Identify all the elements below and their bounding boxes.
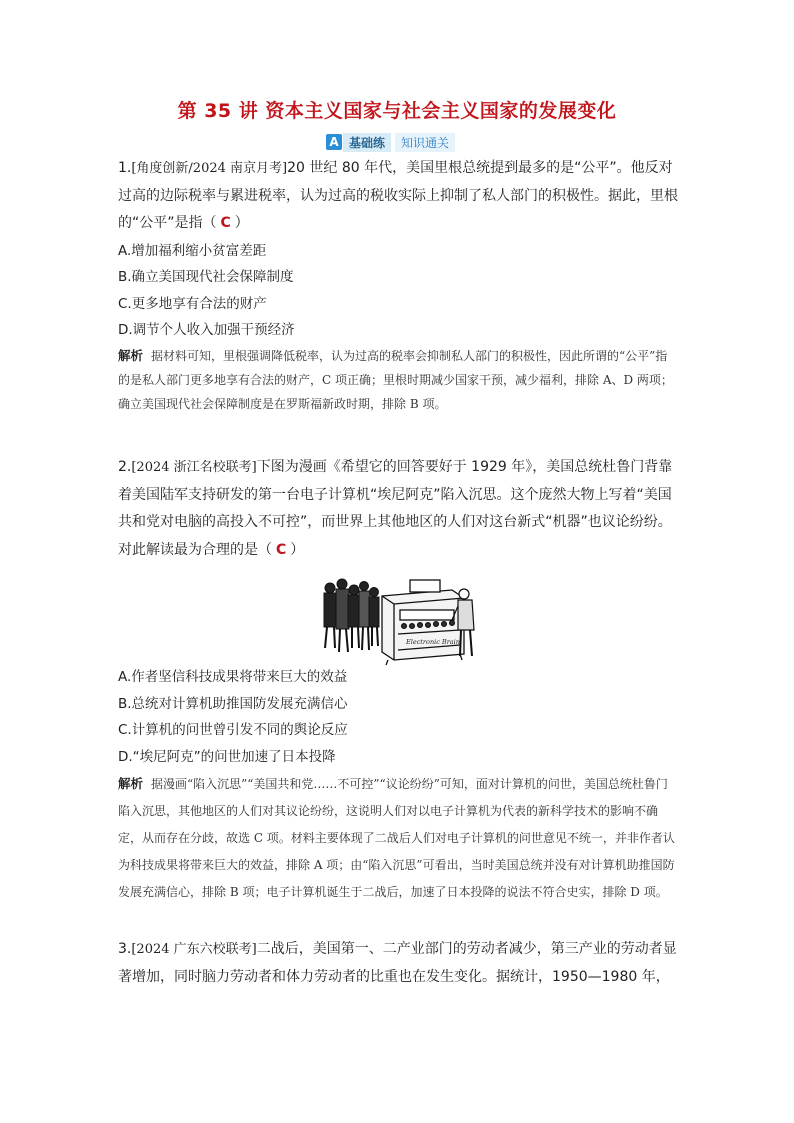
computer-machine <box>382 580 464 665</box>
option-a: A.作者坚信科技成果将带来巨大的效益 <box>118 669 348 685</box>
question-1 <box>118 155 678 416</box>
cartoon-image <box>312 568 480 666</box>
question-3-stem <box>118 936 678 991</box>
question-text-end: ） <box>290 541 305 558</box>
analysis-text: 据漫画“陷入沉思”“美国共和党……不可控”“议论纷纷”可知，面对计算机的问世，美国总统杜鲁门陷入沉思，其他地区的人们对其议论纷纷，这说明人们对以电子计算机为代表的新科学技术的影响不确定，从而存在分歧，故选 C 项。材料主要体现了二战后人们对电子计算机的问世意见不统一，并非作者认为科技成果将带来巨大的效益，排除 A 项；由“陷入沉思”可看出，当时美国总统并没有对计算机助推国防发展充满信心，排除 B 项；电子计算机诞生于二战后，加速了日本投降的说法不符合史实，排除 D 项。 <box>118 777 675 899</box>
page-title: 第 35 讲 资本主义国家与社会主义国家的发展变化 <box>177 100 617 122</box>
question-text: 20 世纪 80 年代，美国里根总统提到最多的是“公平”。他反对过高的边际税率与累进税率，认为过高的税收实际上抑制了私人部门的积极性。据此，里根的“公平”是指（ <box>118 160 678 231</box>
option-b: B.确立美国现代社会保障制度 <box>118 269 294 285</box>
question-source: [2024 广东六校联考] <box>131 942 257 957</box>
question-number: 1. <box>118 160 132 176</box>
question-1-stem <box>118 155 678 238</box>
question-text: 下图为漫画《希望它的回答要好于 1929 年》，美国总统杜鲁门背靠着美国陆军支持研发的第一台电子计算机“埃尼阿克”陷入沉思。这个庞然大物上写着“美国共和党对电脑的高投入不可控”，而世界上其他地区的人们对这台新式“机器”也议论纷纷。对此解读最为合理的是（ <box>118 459 673 558</box>
question-number: 3. <box>118 941 132 957</box>
option-c: C.更多地享有合法的财产 <box>118 295 267 312</box>
question-number: 2. <box>118 459 132 475</box>
level-label: 基础练 <box>343 133 391 152</box>
option-a: A.增加福利缩小贫富差距 <box>118 242 267 259</box>
question-source: [2024 浙江名校联考] <box>131 460 257 475</box>
section-badge <box>326 132 455 152</box>
question-2-analysis <box>118 770 678 906</box>
level-letter-badge: A <box>326 134 342 150</box>
crowd-figures <box>324 579 379 652</box>
question-text-end: ） <box>234 215 249 231</box>
level-tag: 知识通关 <box>395 133 455 152</box>
question-3 <box>118 936 678 991</box>
option-b: B.总统对计算机助推国防发展充满信心 <box>118 695 348 712</box>
analysis-text: 据材料可知，里根强调降低税率，认为过高的税率会抑制私人部门的积极性，因此所谓的“公平”指的是私人部门更多地享有合法的财产，C 项正确；里根时期减少国家干预，减少福利，排除 A、D 两项；确立美国现代社会保障制度是在罗斯福新政时期，排除 B 项。 <box>118 348 673 411</box>
question-1-analysis <box>118 344 678 416</box>
analysis-label: 解析 <box>118 776 144 791</box>
question-2-options <box>118 664 678 906</box>
option-d: D.“埃尼阿克”的问世加速了日本投降 <box>118 748 336 765</box>
analysis-label: 解析 <box>118 347 144 363</box>
question-text: 二战后，美国第一、二产业部门的劳动者减少，第三产业的劳动者显著增加，同时脑力劳动者和体力劳动者的比重也在发生变化。据统计，1950—1980 年， <box>118 941 677 985</box>
question-2 <box>118 454 678 564</box>
option-d: D.调节个人收入加强干预经济 <box>118 322 295 338</box>
answer-mark: C <box>276 541 287 558</box>
option-c: C.计算机的问世曾引发不同的舆论反应 <box>118 722 348 738</box>
question-2-stem <box>118 454 678 564</box>
answer-mark: C <box>220 215 231 231</box>
cartoon-caption: Electronic Brain <box>406 638 460 646</box>
question-source: [角度创新/2024 南京月考] <box>131 161 288 176</box>
